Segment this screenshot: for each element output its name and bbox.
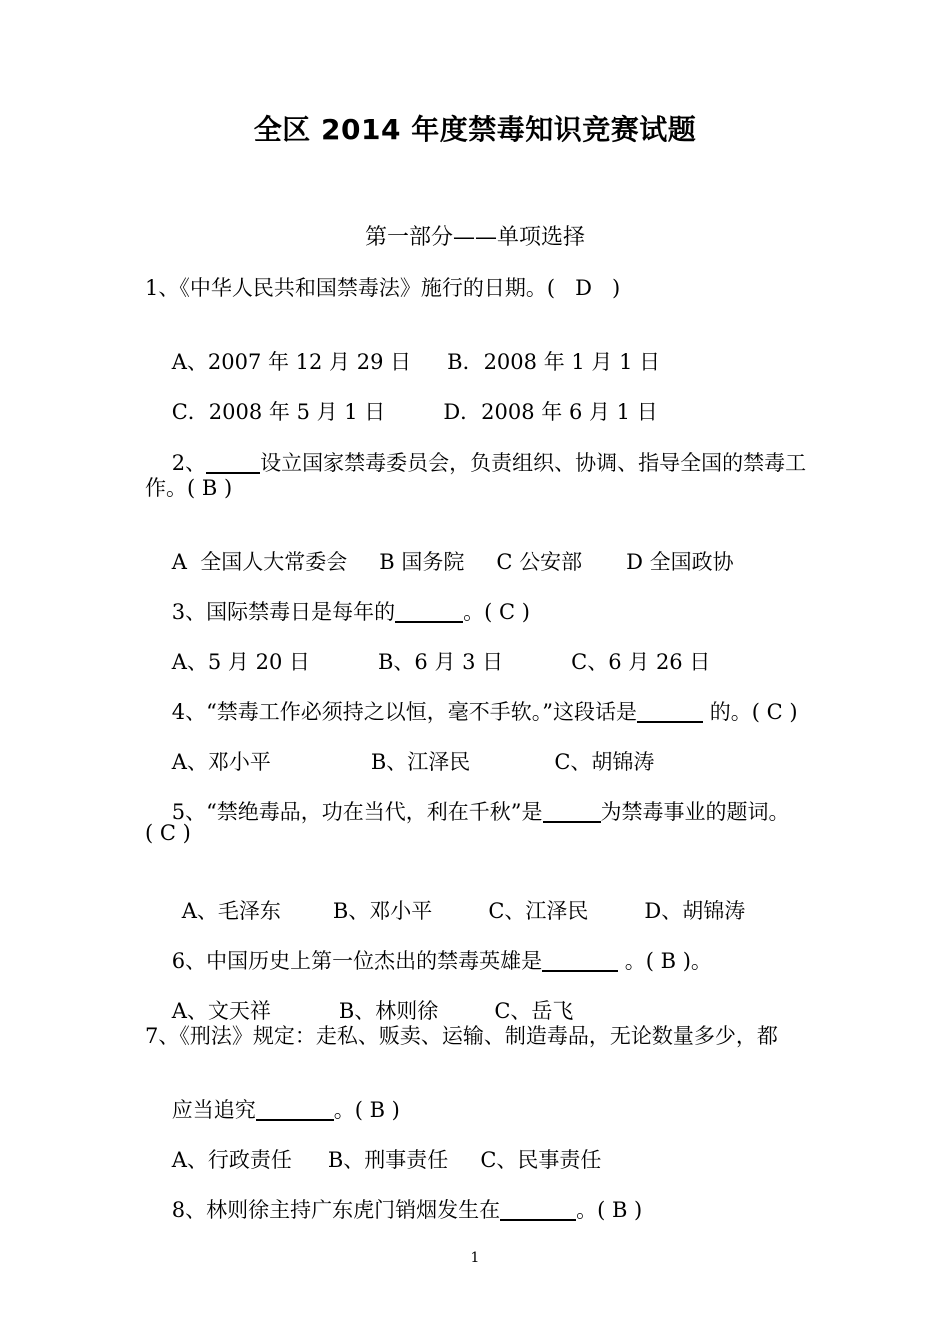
answer-blank [256, 1097, 334, 1121]
option-a: A、行政责任 [171, 1148, 292, 1172]
option-b: B、6 月 3 日 [377, 650, 504, 674]
option-c: C．2008 年 5 月 1 日 [171, 400, 386, 424]
question-8: 8、林则徐主持广东虎门销烟发生在 。( B ) [171, 1198, 643, 1222]
option-a: A 全国人大常委会 [171, 550, 348, 574]
option-c: C 公安部 [496, 550, 583, 574]
question-6: 6、中国历史上第一位杰出的禁毒英雄是 。( B )。 [171, 949, 712, 973]
option-d: D 全国政协 [626, 550, 734, 574]
question-2: 2、 设立国家禁毒委员会，负责组织、协调、指导全国的禁毒工 [171, 451, 807, 475]
option-a: A、2007 年 12 月 29 日 [171, 350, 412, 374]
option-c: C、6 月 26 日 [571, 650, 711, 674]
option-c: C、民事责任 [480, 1148, 602, 1172]
section-heading: 第一部分——单项选择 [364, 225, 585, 250]
option-b: B、江泽民 [370, 750, 471, 774]
answer-blank [395, 599, 463, 623]
page-title: 全区 2014 年度禁毒知识竞赛试题 [253, 113, 697, 146]
option-c: C、胡锦涛 [554, 750, 655, 774]
question-5-continued: ( C ) [145, 821, 191, 845]
option-c: C、江泽民 [488, 899, 589, 923]
question-7: 7、《刑法》规定：走私、贩卖、运输、制造毒品，无论数量多少，都 [145, 1024, 778, 1048]
option-a: A、毛泽东 [181, 899, 281, 923]
option-a: A、邓小平 [171, 750, 271, 774]
answer-blank [542, 948, 618, 972]
answer-blank [543, 799, 601, 823]
option-b: B、刑事责任 [327, 1148, 449, 1172]
option-b: B 国务院 [379, 550, 465, 574]
question-5: 5、“禁绝毒品，功在当代，利在千秋”是 为禁毒事业的题词。 [171, 800, 790, 824]
answer-blank [500, 1197, 576, 1221]
option-b: B、林则徐 [338, 999, 439, 1023]
page-number: 1 [470, 1250, 480, 1266]
answer-blank [206, 450, 260, 474]
question-7-continued: 应当追究 。( B ) [171, 1098, 400, 1122]
question-2-continued: 作。( B ) [145, 476, 233, 500]
option-d: D、胡锦涛 [644, 899, 746, 923]
question-3: 3、国际禁毒日是每年的 。( C ) [171, 600, 530, 624]
option-b: B．2008 年 1 月 1 日 [447, 350, 661, 374]
option-c: C、岳飞 [494, 999, 574, 1023]
option-a: A、文天祥 [171, 999, 271, 1023]
option-b: B、邓小平 [332, 899, 433, 923]
option-d: D．2008 年 6 月 1 日 [443, 400, 658, 424]
question-4: 4、“禁毒工作必须持之以恒，毫不手软。”这段话是 的。( C ) [171, 700, 798, 724]
answer-blank [637, 699, 703, 723]
question-1: 1、《中华人民共和国禁毒法》施行的日期。( D ) [145, 276, 621, 300]
option-a: A、5 月 20 日 [171, 650, 310, 674]
